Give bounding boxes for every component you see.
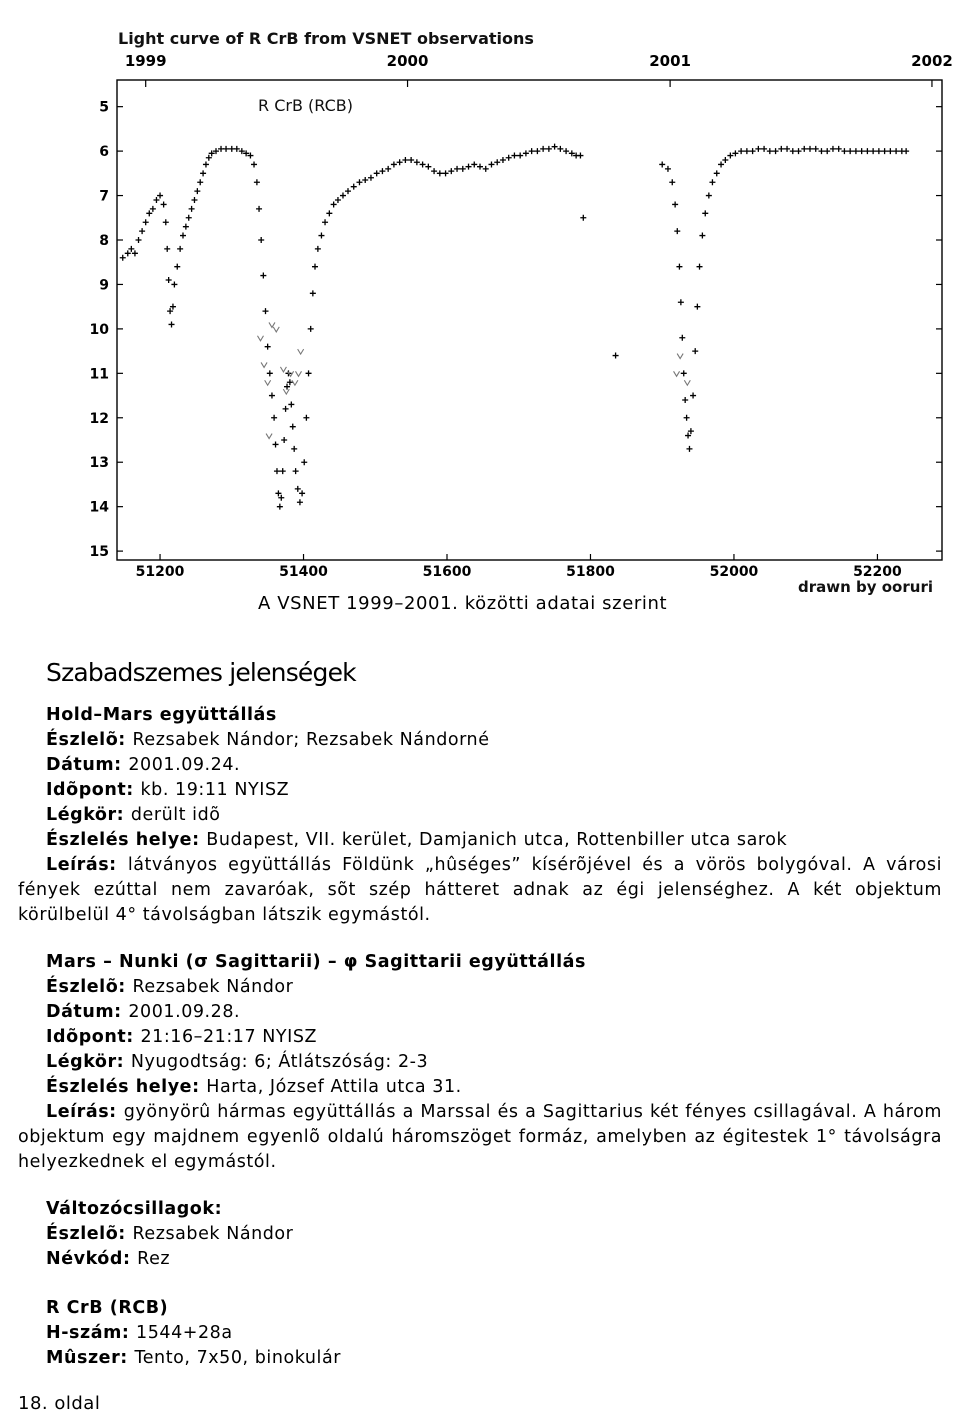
obs-point [288, 401, 294, 407]
obs-point [256, 206, 262, 212]
obs1-date: 2001.09.24. [128, 755, 241, 775]
obs-point [345, 188, 351, 194]
obs-point [540, 146, 546, 152]
obs-point [291, 446, 297, 452]
chart-title: Light curve of R CrB from VSNET observations [118, 29, 534, 48]
fainter-than-point [261, 362, 267, 367]
obs-point [297, 499, 303, 505]
y-axis [90, 100, 942, 560]
obs-point [265, 344, 271, 350]
obs2-desc: gyönyörû hármas együttállás a Marssal és a Sagittarius két fényes csillagával. A három objektum egy majdnem egyenlõ oldalú háromszöget formáz, amelyben az égitestek 1° távolságra helyezkednek el egymástól. [18, 1102, 942, 1172]
obs-point [500, 157, 506, 163]
obs-point [692, 348, 698, 354]
obs-point [322, 219, 328, 225]
obs-point [283, 406, 289, 412]
obs-point [790, 148, 796, 154]
obs-point [718, 161, 724, 167]
obs1-observer-label: Észlelõ: [46, 730, 133, 750]
obs2-site: Harta, József Attila utca 31. [206, 1077, 462, 1097]
obs-point [903, 148, 909, 154]
obs-point [761, 146, 767, 152]
obs2-observer-label: Észlelõ: [46, 977, 133, 997]
fainter-than-point [674, 371, 680, 376]
obs-point [326, 210, 332, 216]
obs-point [801, 146, 807, 152]
obs-point [672, 201, 678, 207]
obs2-observer: Rezsabek Nándor [132, 977, 294, 997]
obs-point [494, 159, 500, 165]
obs-point [306, 370, 312, 376]
obs-point [471, 161, 477, 167]
obs-point [813, 146, 819, 152]
obs-point [577, 153, 583, 159]
obs-point [613, 353, 619, 359]
obs-point [167, 308, 173, 314]
obs-point [385, 166, 391, 172]
obs-point [139, 228, 145, 234]
obs-point [290, 424, 296, 430]
obs-point [157, 193, 163, 199]
obs-point [278, 495, 284, 501]
obs-point [694, 304, 700, 310]
obs-point [170, 304, 176, 310]
obs-point [166, 277, 172, 283]
obs-point [271, 415, 277, 421]
fainter-than-point [283, 389, 289, 394]
var-code: Rez [137, 1249, 171, 1269]
obs2-date: 2001.09.28. [128, 1002, 241, 1022]
obs-point [552, 144, 558, 150]
obs-point [171, 281, 177, 287]
obs-point [310, 290, 316, 296]
obs1-observer: Rezsabek Nándor; Rezsabek Nándorné [132, 730, 490, 750]
obs-point [454, 166, 460, 172]
obs-point [308, 326, 314, 332]
obs-point [563, 148, 569, 154]
var-hnum: 1544+28a [136, 1323, 233, 1343]
obs-point [194, 188, 200, 194]
obs-point [295, 486, 301, 492]
plot-frame [117, 80, 942, 560]
obs2-time: 21:16–21:17 NYISZ [140, 1027, 318, 1047]
obs-point [517, 153, 523, 159]
obs-point [688, 428, 694, 434]
obs-point [506, 155, 512, 161]
obs-point [697, 264, 703, 270]
obs-point [414, 159, 420, 165]
obs-point [273, 441, 279, 447]
obs-point [750, 148, 756, 154]
year-label: 2001 [649, 52, 691, 70]
observation-2 [18, 950, 942, 1175]
obs-point [784, 146, 790, 152]
obs-point [488, 161, 494, 167]
obs1-site: Budapest, VII. kerület, Damjanich utca, Rottenbiller utca sarok [206, 830, 788, 850]
obs-point [534, 148, 540, 154]
obs-point [136, 237, 142, 243]
obs2-sky: Nyugodtság: 6; Átlátszóság: 2-3 [130, 1052, 429, 1072]
obs-point [466, 164, 472, 170]
obs-point [186, 215, 192, 221]
year-label: 2000 [386, 52, 429, 70]
y-tick-label: 15 [89, 544, 109, 561]
obs1-sky: derült idõ [130, 805, 221, 825]
obs-point [511, 153, 517, 159]
obs-point [299, 490, 305, 496]
obs-point [397, 159, 403, 165]
obs-point [146, 210, 152, 216]
fainter-than-point [684, 380, 690, 385]
obs-point [682, 397, 688, 403]
obs-point [669, 179, 675, 185]
obs-point [251, 161, 257, 167]
obs-point [853, 148, 859, 154]
obs-point [281, 437, 287, 443]
obs-point [143, 219, 149, 225]
x-tick-label: 52200 [853, 564, 902, 580]
top-axis [125, 52, 953, 87]
obs-point [275, 490, 281, 496]
obs-point [189, 206, 195, 212]
obs-point [557, 146, 563, 152]
obs-point [206, 155, 212, 161]
obs-point [685, 433, 691, 439]
obs-point [153, 197, 159, 203]
obs-point [169, 321, 175, 327]
x-tick-label: 52000 [709, 564, 759, 580]
var-observer-label: Észlelõ: [46, 1224, 133, 1244]
var-heading: Változócsillagok: [46, 1199, 223, 1219]
obs-point [836, 146, 842, 152]
obs-point [335, 197, 341, 203]
obs-point [841, 148, 847, 154]
obs-point [767, 148, 773, 154]
light-curve-chart [0, 0, 960, 600]
obs-point [177, 246, 183, 252]
page-number: 18. oldal [18, 1393, 101, 1414]
obs2-date-label: Dátum: [46, 1002, 129, 1022]
obs-point [678, 299, 684, 305]
obs-point [132, 250, 138, 256]
obs2-desc-label: Leírás: [46, 1102, 124, 1122]
obs-point [254, 179, 260, 185]
obs-point [125, 250, 131, 256]
x-tick-label: 51800 [566, 564, 615, 580]
obs-point [340, 193, 346, 199]
x-tick-label: 51600 [422, 564, 472, 580]
y-tick-label: 12 [89, 410, 109, 427]
obs-point [674, 228, 680, 234]
chart-credit: drawn by ooruri [798, 578, 933, 596]
obs-point [315, 246, 321, 252]
obs-point [483, 166, 489, 172]
y-tick-label: 9 [99, 277, 109, 294]
x-tick-label: 51400 [279, 564, 328, 580]
obs-point [223, 146, 229, 152]
var-star-name: R CrB (RCB) [46, 1298, 169, 1318]
obs-point [796, 148, 802, 154]
obs1-title: Hold–Mars együttállás [46, 705, 277, 725]
obs-point [859, 148, 865, 154]
obs-point [690, 393, 696, 399]
obs-point [684, 415, 690, 421]
variable-stars [18, 1197, 942, 1371]
x-tick-label: 51200 [135, 564, 185, 580]
obs-point [362, 177, 368, 183]
obs-point [425, 164, 431, 170]
var-code-label: Névkód: [46, 1249, 138, 1269]
obs1-time-label: Idõpont: [46, 780, 141, 800]
obs-point [163, 219, 169, 225]
fainter-than-point [269, 322, 275, 327]
obs-point [161, 201, 167, 207]
obs-point [408, 157, 414, 163]
x-axis [136, 554, 902, 580]
y-tick-label: 8 [99, 233, 109, 249]
obs-point [284, 384, 290, 390]
year-label: 1999 [124, 52, 167, 70]
obs-point [714, 170, 720, 176]
obs-point [546, 146, 552, 152]
obs-point [755, 146, 761, 152]
var-instr-label: Mûszer: [46, 1348, 135, 1368]
obs-point [431, 168, 437, 174]
data-points [120, 144, 909, 510]
obs-point [437, 170, 443, 176]
obs-point [659, 161, 665, 167]
obs-point [351, 184, 357, 190]
obs-point [706, 193, 712, 199]
obs-point [287, 379, 293, 385]
obs-point [864, 148, 870, 154]
obs-point [448, 168, 454, 174]
obs-point [260, 273, 266, 279]
y-tick-label: 13 [89, 455, 109, 472]
y-tick-label: 6 [99, 144, 109, 161]
fainter-than-point [292, 380, 298, 385]
section-title: Szabadszemes jelenségek [46, 658, 356, 687]
obs2-site-label: Észlelés helye: [46, 1077, 207, 1097]
obs-point [374, 170, 380, 176]
obs-point [379, 168, 385, 174]
obs1-sky-label: Légkör: [46, 805, 131, 825]
obs-point [368, 175, 374, 181]
obs-point [778, 146, 784, 152]
fainter-than-point [280, 367, 286, 372]
obs-point [443, 170, 449, 176]
fainter-than-point [266, 434, 272, 439]
obs-point [679, 335, 685, 341]
obs-point [183, 224, 189, 230]
obs-point [277, 504, 283, 510]
observation-1 [18, 703, 942, 928]
obs-point [702, 210, 708, 216]
obs-point [460, 166, 466, 172]
y-tick-label: 5 [99, 99, 109, 116]
obs-point [665, 166, 671, 172]
obs-point [267, 370, 273, 376]
obs-point [263, 308, 269, 314]
obs-point [870, 148, 876, 154]
obs-point [830, 146, 836, 152]
obs-point [191, 197, 197, 203]
obs-point [303, 415, 309, 421]
fainter-than-point [273, 327, 279, 332]
obs-point [807, 146, 813, 152]
y-tick-label: 7 [99, 188, 109, 205]
obs-point [356, 179, 362, 185]
obs-point [120, 255, 126, 261]
obs2-title: Mars – Nunki (σ Sagittarii) – φ Sagittarii együttállás [46, 952, 586, 972]
obs-point [893, 148, 899, 154]
obs-point [420, 161, 426, 167]
obs-point [180, 233, 186, 239]
obs-point [699, 233, 705, 239]
var-instr: Tento, 7x50, binokulár [134, 1348, 341, 1368]
obs1-site-label: Észlelés helye: [46, 830, 207, 850]
obs-point [744, 148, 750, 154]
y-tick-label: 10 [89, 321, 109, 338]
obs-point [301, 459, 307, 465]
obs-point [523, 150, 529, 156]
fainter-than-point [298, 349, 304, 354]
obs1-desc-label: Leírás: [46, 855, 128, 875]
obs-point [824, 148, 830, 154]
obs-point [197, 179, 203, 185]
y-tick-label: 14 [89, 499, 109, 516]
obs-point [312, 264, 318, 270]
fainter-than-point [677, 354, 683, 359]
obs2-sky-label: Légkör: [46, 1052, 131, 1072]
fainter-than-point [257, 336, 263, 341]
obs-point [681, 370, 687, 376]
year-label: 2002 [911, 52, 953, 70]
obs-point [164, 246, 170, 252]
obs-point [150, 206, 156, 212]
obs-point [676, 264, 682, 270]
obs-point [847, 148, 853, 154]
obs1-time: kb. 19:11 NYISZ [140, 780, 290, 800]
obs-point [709, 179, 715, 185]
obs-point [722, 157, 728, 163]
obs2-time-label: Idõpont: [46, 1027, 141, 1047]
obs-point [203, 161, 209, 167]
obs1-desc: látványos együttállás Földünk „hûséges” kísérõjével és a vörös bolygóval. A városi fények ezúttal nem zavaróak, sõt szép hátteret adnak az égi jelenséghez. A két objektum körülbelül 4° távolságban látszik egymástól. [18, 855, 942, 925]
obs-point [686, 446, 692, 452]
obs-point [200, 170, 206, 176]
obs-point [882, 148, 888, 154]
obs-point [174, 264, 180, 270]
obs-point [331, 201, 337, 207]
fainter-than-point [265, 380, 271, 385]
obs-point [318, 233, 324, 239]
obs-point [402, 157, 408, 163]
obs-point [258, 237, 264, 243]
obs-point [280, 468, 286, 474]
obs-point [293, 468, 299, 474]
obs-point [477, 164, 483, 170]
obs-point [274, 468, 280, 474]
obs-point [580, 215, 586, 221]
chart-caption: A VSNET 1999–2001. közötti adatai szerint [258, 593, 668, 614]
var-observer: Rezsabek Nándor [132, 1224, 294, 1244]
fainter-than-point [296, 371, 302, 376]
obs-point [818, 148, 824, 154]
y-tick-label: 11 [89, 366, 109, 383]
obs-point [128, 246, 134, 252]
obs1-date-label: Dátum: [46, 755, 129, 775]
obs-point [269, 393, 275, 399]
obs-point [773, 148, 779, 154]
obs-point [887, 148, 893, 154]
obs-point [391, 161, 397, 167]
var-hnum-label: H-szám: [46, 1323, 137, 1343]
series-label: R CrB (RCB) [258, 96, 353, 115]
obs-point [738, 148, 744, 154]
obs-point [529, 148, 535, 154]
obs-point [876, 148, 882, 154]
